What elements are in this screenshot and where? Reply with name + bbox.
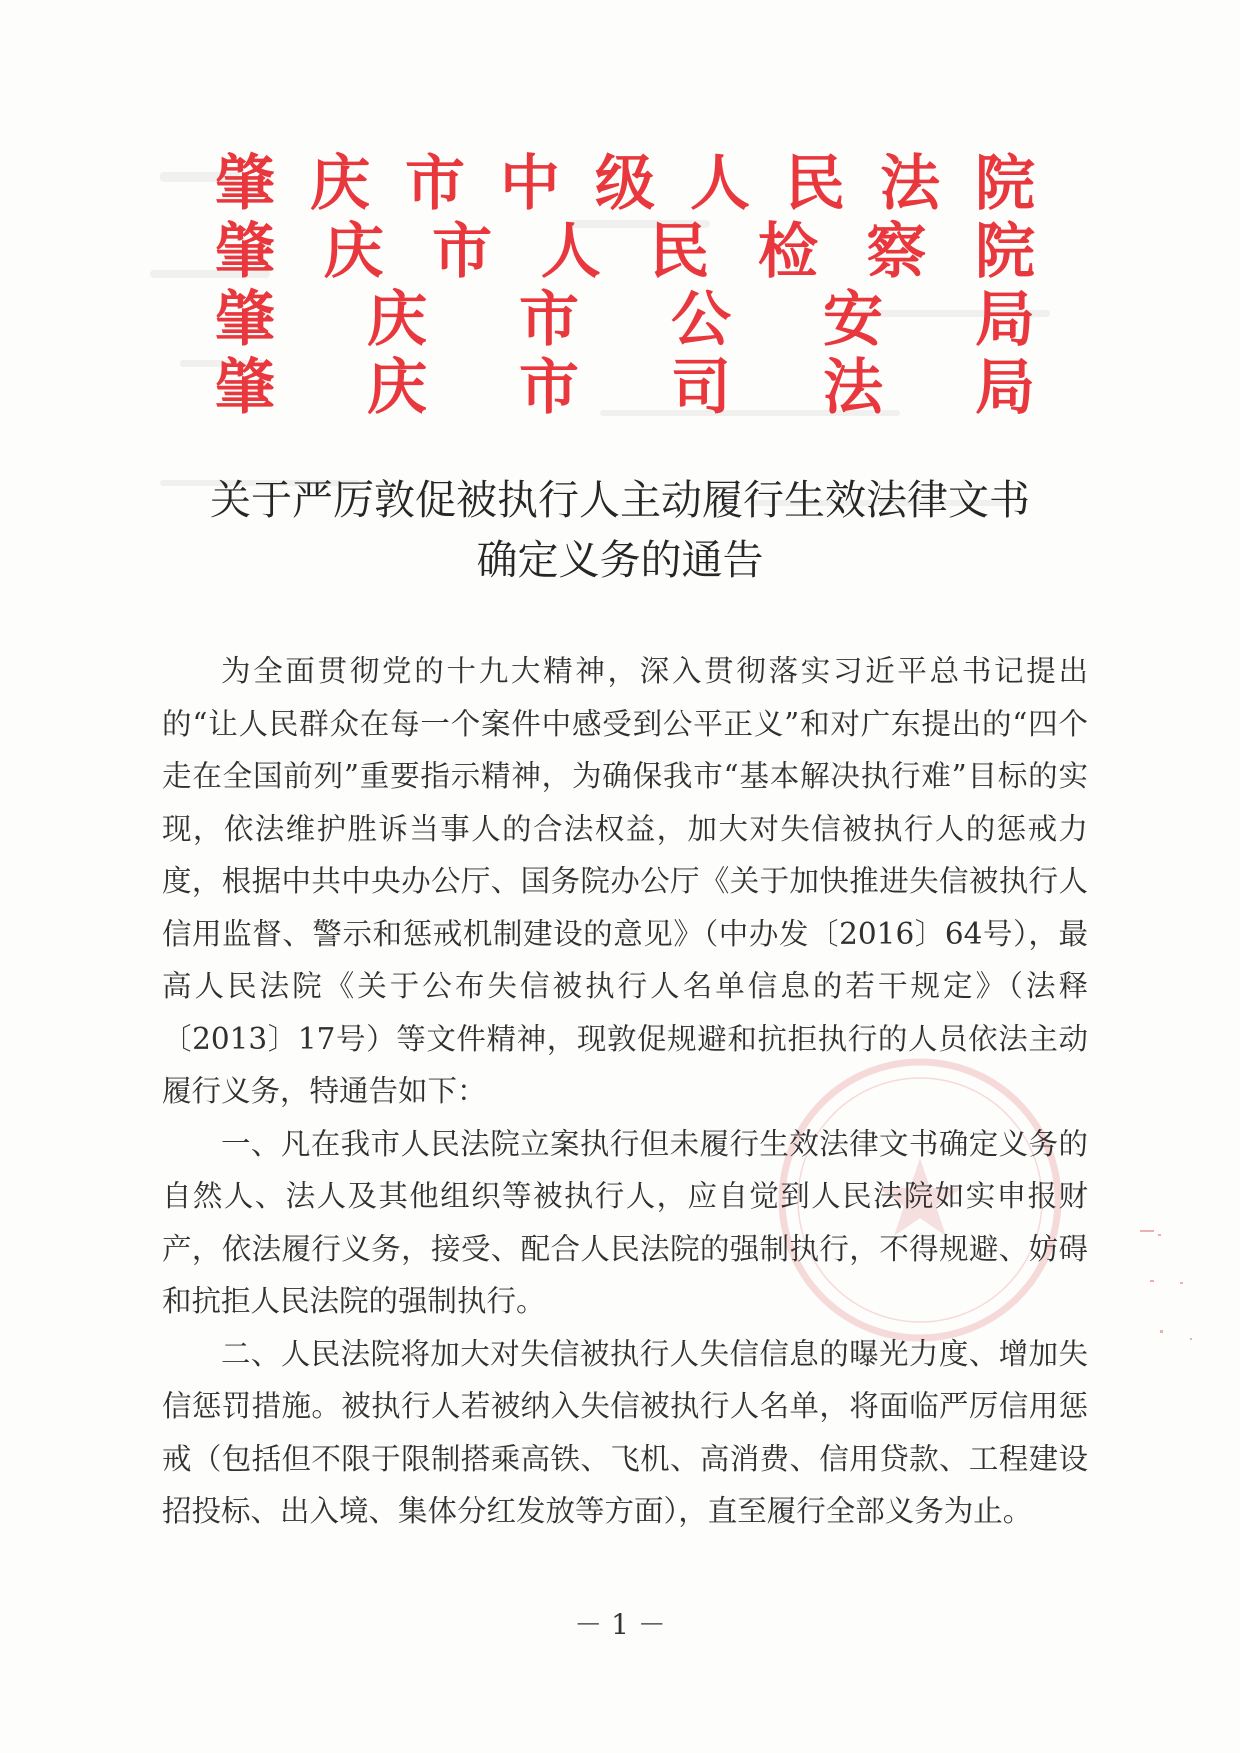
agency-character: 市 xyxy=(519,353,579,423)
ink-specks xyxy=(1120,1220,1240,1380)
page-number: － 1 － xyxy=(574,1608,666,1641)
agency-character: 检 xyxy=(757,217,818,287)
agency-character: 级 xyxy=(595,149,655,219)
agency-character: 市 xyxy=(519,285,579,355)
agency-character: 庆 xyxy=(310,149,370,219)
agency-character: 人 xyxy=(540,217,601,287)
agency-character: 局 xyxy=(975,285,1035,355)
body-paragraph-intro: 为全面贯彻党的十九大精神，深入贯彻落实习近平总书记提出的“让人民群众在每一个案件中感受到公平正义”和对广东提出的“四个走在全国前列”重要指示精神，为确保我市“基本解决执行难”目标的实现，依法维护胜诉当事人的合法权益，加大对失信被执行人的惩戒力度，根据中共中央办公厅、国务院办公厅《关于加快推进失信被执行人信用监督、警示和惩戒机制建设的意见》（中办发〔2016〕64号），最高人民法院《关于公布失信被执行人名单信息的若干规定》（法释〔2013〕17号）等文件精神，现敦促规避和抗拒执行的人员依法主动履行义务，特通告如下： xyxy=(162,654,1088,1108)
agency-character: 院 xyxy=(975,149,1035,219)
agency-character: 民 xyxy=(785,149,845,219)
agency-character: 庆 xyxy=(323,217,384,287)
agency-line-procuratorate xyxy=(215,218,1035,286)
agency-character: 肇 xyxy=(215,217,275,287)
agency-character: 中 xyxy=(500,149,560,219)
agency-line-justice-bureau xyxy=(215,354,1035,422)
agency-character: 肇 xyxy=(215,353,275,423)
body-paragraph-item-1: 一、凡在我市人民法院立案执行但未履行生效法律文书确定义务的自然人、法人及其他组织等被执行人，应自觉到人民法院如实申报财产，依法履行义务，接受、配合人民法院的强制执行，不得规避、妨碍和抗拒人民法院的强制执行。 xyxy=(162,1126,1088,1318)
agency-character: 司 xyxy=(671,353,731,423)
agency-line-public-security xyxy=(215,286,1035,354)
notice-body xyxy=(162,645,1088,1538)
agency-character: 民 xyxy=(649,217,710,287)
agency-character: 人 xyxy=(690,149,750,219)
agency-character: 庆 xyxy=(367,285,427,355)
title-line-1: 关于严厉敦促被执行人主动履行生效法律文书 xyxy=(210,476,1030,524)
agency-character: 公 xyxy=(671,285,731,355)
issuing-agencies xyxy=(215,150,1035,422)
agency-character: 肇 xyxy=(215,285,275,355)
agency-character: 肇 xyxy=(215,149,275,219)
agency-character: 安 xyxy=(823,285,883,355)
agency-character: 察 xyxy=(866,217,927,287)
notice-title xyxy=(120,470,1120,590)
agency-character: 市 xyxy=(405,149,465,219)
agency-character: 法 xyxy=(823,353,883,423)
agency-character: 法 xyxy=(880,149,940,219)
agency-character: 市 xyxy=(432,217,493,287)
agency-line-court xyxy=(215,150,1035,218)
body-paragraph-item-2: 二、人民法院将加大对失信被执行人失信信息的曝光力度、增加失信惩罚措施。被执行人若被纳入失信被执行人名单，将面临严厉信用惩戒（包括但不限于限制搭乘高铁、飞机、高消费、信用贷款、工程建设招投标、出入境、集体分红发放等方面），直至履行全部义务为止。 xyxy=(162,1336,1088,1528)
agency-character: 院 xyxy=(974,217,1035,287)
agency-character: 庆 xyxy=(367,353,427,423)
agency-character: 局 xyxy=(975,353,1035,423)
title-line-2: 确定义务的通告 xyxy=(476,536,764,584)
